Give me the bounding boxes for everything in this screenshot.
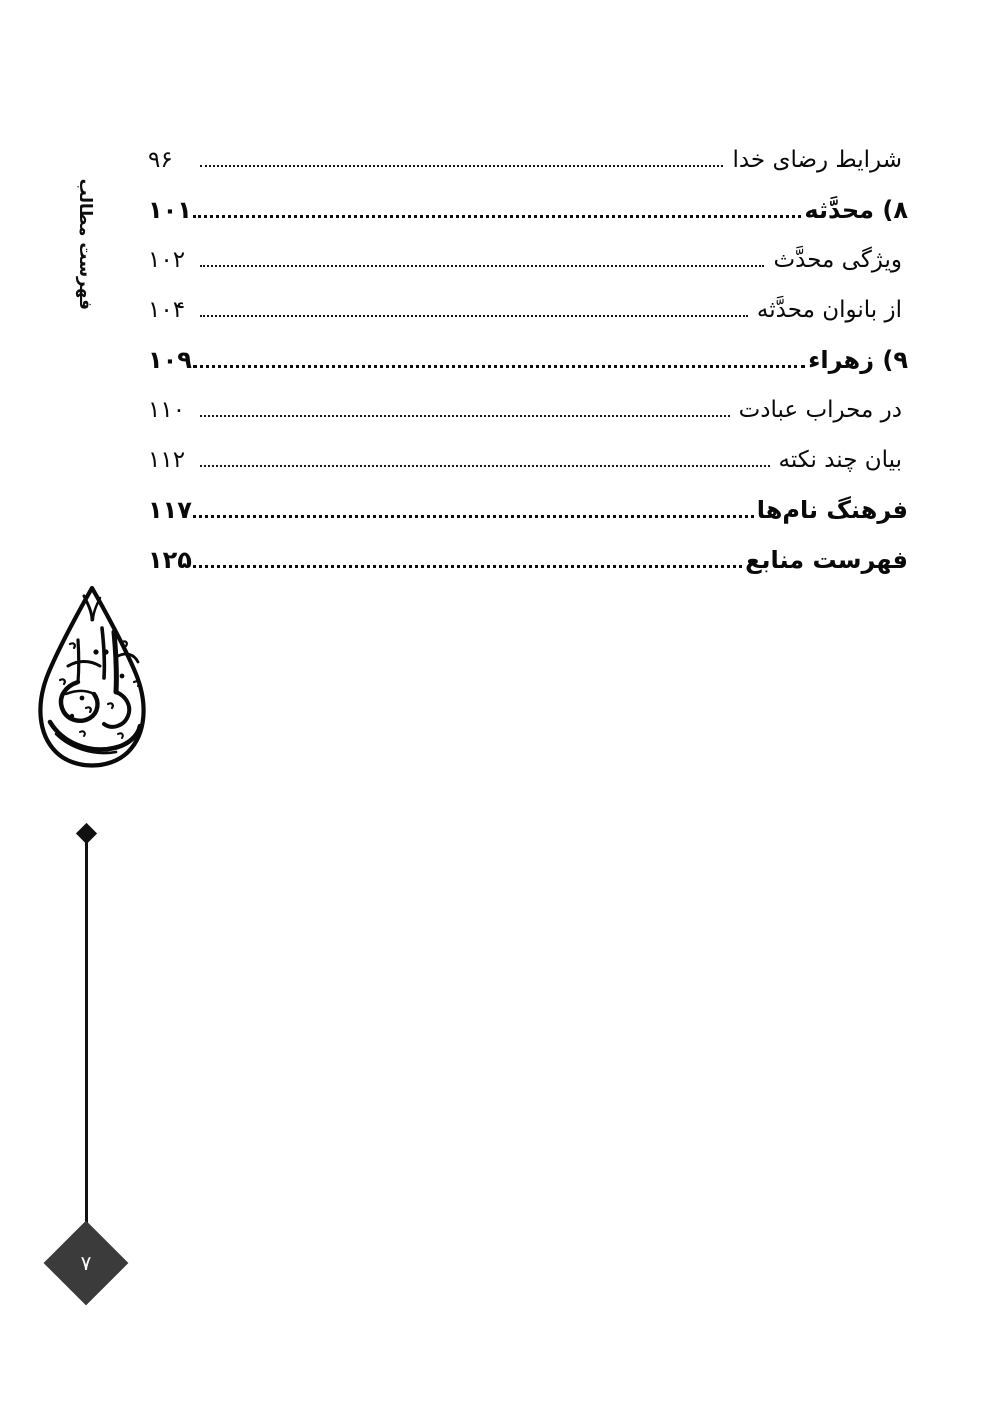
toc-entry-page-number: ۱۰۴	[148, 297, 186, 323]
toc-dot-leader	[193, 528, 742, 578]
toc-entry-page-number: ۱۰۲	[148, 247, 186, 273]
running-head-vertical: فهرست مطالب	[75, 178, 95, 310]
toc-dot-leader	[200, 128, 723, 178]
toc-dot-leader	[200, 228, 764, 278]
toc-dot-leader	[200, 278, 748, 328]
toc-entry-title: فهرست منابع	[745, 546, 908, 574]
toc-dot-leader	[200, 428, 770, 478]
folio-vertical-rule	[85, 832, 88, 1244]
toc-dot-leader	[193, 328, 805, 378]
toc-entry-page-number: ۹۶	[148, 147, 173, 173]
toc-entry[interactable]	[148, 378, 908, 428]
toc-entry[interactable]	[148, 178, 908, 228]
toc-entry-title: ۹) زهراء	[808, 346, 908, 374]
toc-entry-page-number: ۱۲۵	[148, 546, 192, 574]
toc-entry-title: ۸) محدَّثه	[804, 196, 908, 224]
toc-entry[interactable]	[148, 428, 908, 478]
toc-dot-leader	[193, 478, 754, 528]
toc-entry[interactable]	[148, 278, 908, 328]
toc-entry[interactable]	[148, 128, 908, 178]
toc-entry-title: فرهنگ نام‌ها	[756, 496, 908, 524]
toc-entry-page-number: ۱۱۷	[148, 496, 192, 524]
toc-entry-page-number: ۱۱۰	[148, 397, 186, 423]
toc-entry-title: شرایط رضای خدا	[732, 147, 902, 173]
toc-entry[interactable]	[148, 228, 908, 278]
toc-entry-page-number: ۱۱۲	[148, 447, 186, 473]
toc-entry[interactable]	[148, 528, 908, 578]
fatima-al-zahra-calligraphy-ornament	[22, 582, 162, 780]
toc-dot-leader	[200, 378, 730, 428]
toc-entry-title: ویژگی محدَّث	[773, 247, 902, 273]
toc-entry[interactable]	[148, 328, 908, 378]
toc-entry-page-number: ۱۰۱	[148, 196, 192, 224]
toc-entry-title: از بانوان محدَّثه	[756, 297, 902, 323]
toc-dot-leader	[193, 178, 801, 228]
toc-entry-page-number: ۱۰۹	[148, 346, 192, 374]
table-of-contents	[148, 128, 908, 578]
toc-entry-title: بیان چند نکته	[778, 447, 902, 473]
page-number: ۷	[80, 1251, 92, 1275]
toc-entry[interactable]	[148, 478, 908, 528]
toc-entry-title: در محراب عبادت	[738, 397, 902, 423]
